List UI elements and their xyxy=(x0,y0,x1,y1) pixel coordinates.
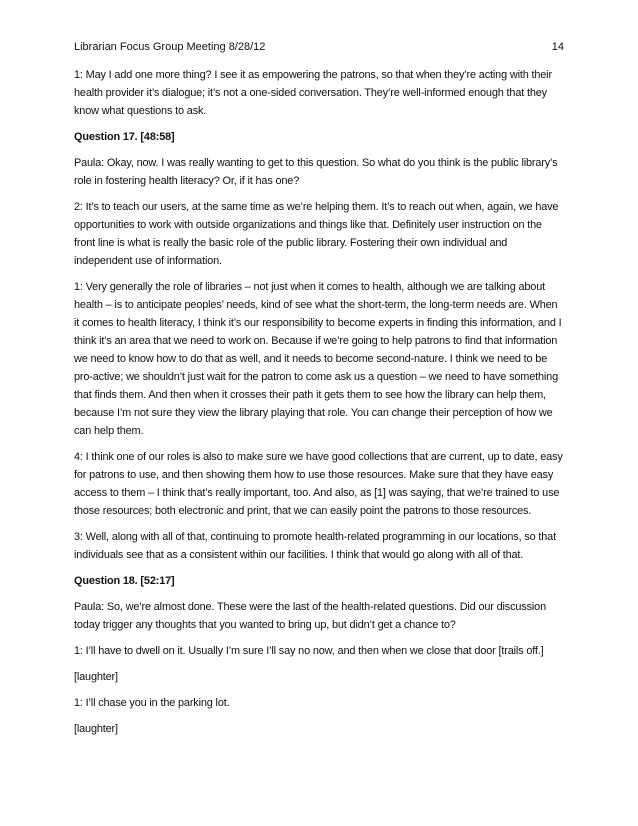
transcript-annotation: [laughter] xyxy=(74,723,118,735)
transcript-paragraph: 1: Very generally the role of libraries – not just when it comes to health, although we are talking about health – is to anticipate peoples’ needs, kind of see what the short-term, the long-term needs are. When it comes to health literacy, I think it’s our responsibility to become experts in finding this information, and I think it’s an area that we need to work on. Because if we’re going to help patrons to find that information we need to know how to do that as well, and it needs to become second-nature. I think we need to be pro-active; we shouldn’t just wait for the patron to come ask us a question – we need to have something that finds them. And then when it crosses their path it gets them to see how the library can help them, because I’m not sure they view the library playing that role. You can change their perception of how we can help them. xyxy=(74,281,562,437)
question-heading: Question 18. [52:17] xyxy=(74,575,175,587)
page-number: 14 xyxy=(551,41,564,53)
transcript-paragraph: 1: May I add one more thing? I see it as empowering the patrons, so that when they’re acting with their health provider it’s dialogue; it’s not a one-sided conversation. They’re well-informed enough that they know what questions to ask. xyxy=(74,69,552,117)
transcript-paragraph: 1: I’ll have to dwell on it. Usually I’m sure I’ll say no now, and then when we close that door [trails off.] xyxy=(74,645,544,657)
transcript-paragraph: Paula: So, we’re almost done. These were the last of the health-related questions. Did our discussion today trigger any thoughts that you wanted to bring up, but didn’t get a chance to? xyxy=(74,601,546,631)
transcript-paragraph: 1: I’ll chase you in the parking lot. xyxy=(74,697,230,709)
question-heading: Question 17. [48:58] xyxy=(74,131,175,143)
transcript-paragraph: 3: Well, along with all of that, continuing to promote health-related programming in our locations, so that individuals see that as a consistent within our facilities. I think that would go along with all of that. xyxy=(74,531,556,561)
transcript-body xyxy=(74,66,564,746)
page-header xyxy=(74,39,564,55)
transcript-paragraph: Paula: Okay, now. I was really wanting to get to this question. So what do you think is the public library’s role in fostering health literacy? Or, if it has one? xyxy=(74,157,558,187)
transcript-annotation: [laughter] xyxy=(74,671,118,683)
transcript-paragraph: 4: I think one of our roles is also to make sure we have good collections that are current, up to date, easy for patrons to use, and then showing them how to use those resources. Make sure that they have easy access to them – I think that’s really important, too. And also, as [1] was saying, that we’re trained to use those resources; both electronic and print, that we can easily point the patrons to those resources. xyxy=(74,451,563,517)
header-title: Librarian Focus Group Meeting 8/28/12 xyxy=(74,41,266,53)
transcript-paragraph: 2: It’s to teach our users, at the same time as we’re helping them. It’s to reach out when, again, we have opportunities to work with outside organizations and things like that. Definitely user instruction on the front line is what is really the basic role of the public library. Fostering their own individual and independent use of information. xyxy=(74,201,559,267)
